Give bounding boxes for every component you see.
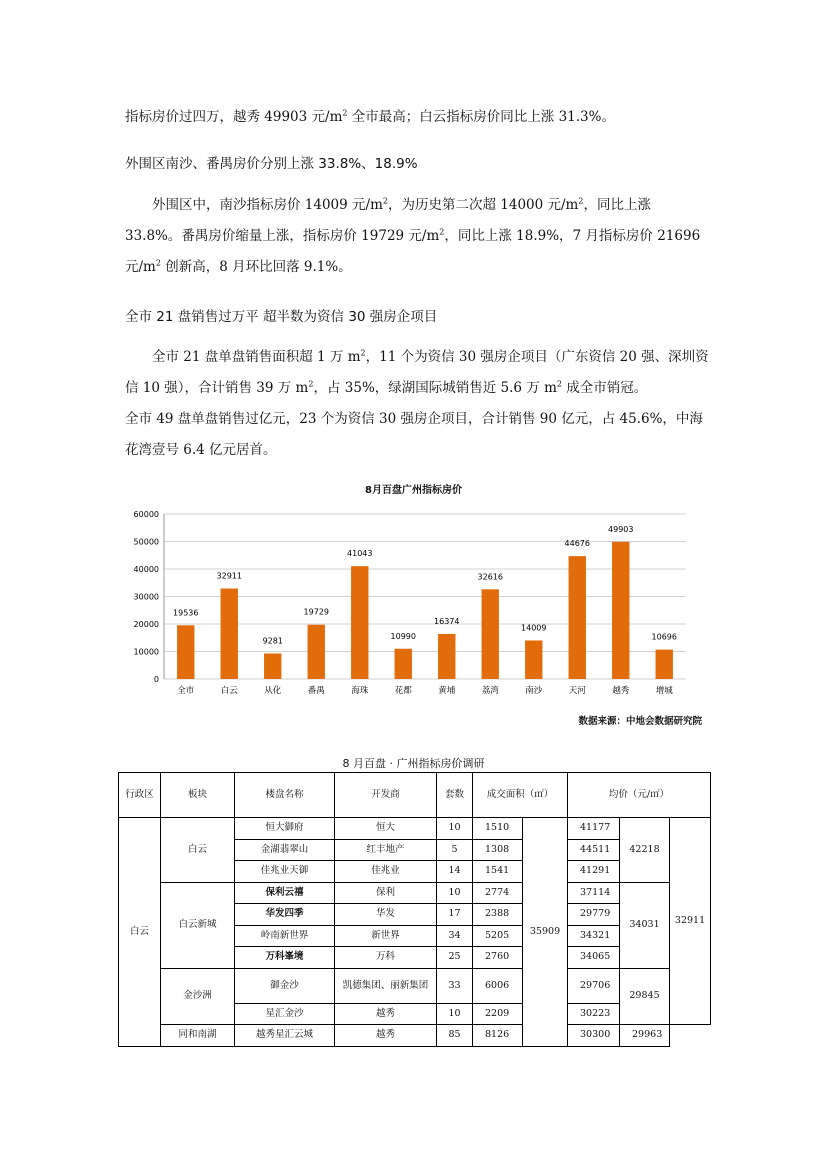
header-area: 成交面积（㎡） bbox=[473, 773, 568, 818]
area: 2760 bbox=[473, 947, 523, 969]
paragraph-4: 全市 49 盘单盘销售过亿元，23 个为资信 30 强房企项目，合计销售 90 亿元，占 45.6%，中海花湾壹号 6.4 亿元居首。 bbox=[125, 411, 703, 458]
block-cell: 同和南湖 bbox=[161, 1025, 235, 1047]
project-name: 星汇金沙 bbox=[235, 1003, 335, 1025]
table-row bbox=[119, 968, 711, 1003]
data-label: 41043 bbox=[347, 549, 373, 559]
units: 5 bbox=[437, 839, 473, 861]
district-cell: 白云 bbox=[119, 818, 161, 1047]
x-tick-label: 越秀 bbox=[612, 686, 630, 696]
data-label: 49903 bbox=[608, 524, 634, 534]
data-label: 10696 bbox=[651, 632, 677, 642]
data-label: 19729 bbox=[303, 607, 329, 617]
price: 37114 bbox=[568, 882, 620, 904]
price-table bbox=[118, 772, 711, 1047]
x-tick-label: 南沙 bbox=[525, 686, 543, 696]
developer: 万科 bbox=[335, 947, 437, 969]
data-label: 44676 bbox=[564, 539, 590, 549]
project-name: 万科峯境 bbox=[235, 947, 335, 969]
block-avg-price: 29845 bbox=[620, 968, 670, 1025]
y-tick-label: 50000 bbox=[133, 537, 159, 547]
paragraph-3: 全市 21 盘单盘销售面积超 1 万 $m^2$，11 个为资信 30 强房企项目（广东资信 20 强、深圳资信 10 强），合计销售 39 万 $m^2$，占 35%，绿湖国际城销售近 5.6 万 $m^2$ 成全市销冠。 bbox=[125, 348, 709, 396]
developer: 保利 bbox=[335, 882, 437, 904]
district-area-total: 35909 bbox=[523, 818, 568, 1047]
table-title: 8 月百盘 · 广州指标房价调研 bbox=[342, 757, 485, 770]
x-tick-label: 白云 bbox=[220, 686, 238, 696]
price: 34321 bbox=[568, 925, 620, 947]
bar bbox=[177, 625, 194, 679]
x-tick-label: 海珠 bbox=[351, 686, 369, 696]
header-project: 楼盘名称 bbox=[235, 773, 335, 818]
area: 6006 bbox=[473, 968, 523, 1003]
units: 25 bbox=[437, 947, 473, 969]
developer: 凯德集团、丽新集团 bbox=[335, 968, 437, 1003]
area: 2774 bbox=[473, 882, 523, 904]
data-label: 9281 bbox=[262, 636, 283, 646]
data-label: 16374 bbox=[434, 616, 460, 626]
header-district: 行政区 bbox=[119, 773, 161, 818]
price: 44511 bbox=[568, 839, 620, 861]
district-avg-price: 32911 bbox=[670, 818, 711, 1025]
units: 33 bbox=[437, 968, 473, 1003]
units: 10 bbox=[437, 1003, 473, 1025]
price: 41291 bbox=[568, 861, 620, 883]
bar bbox=[395, 649, 412, 679]
x-tick-label: 荔湾 bbox=[481, 686, 499, 696]
units: 14 bbox=[437, 861, 473, 883]
area: 2388 bbox=[473, 904, 523, 926]
table-header-row bbox=[119, 773, 711, 818]
x-tick-label: 从化 bbox=[264, 686, 282, 696]
units: 10 bbox=[437, 882, 473, 904]
block-avg-price: 42218 bbox=[620, 818, 670, 883]
units: 17 bbox=[437, 904, 473, 926]
x-tick-label: 天河 bbox=[568, 686, 586, 696]
chart-title: 8月百盘广州指标房价 bbox=[365, 485, 462, 496]
header-price: 均价（元/㎡） bbox=[568, 773, 711, 818]
area: 1541 bbox=[473, 861, 523, 883]
bar bbox=[482, 589, 499, 679]
header-developer: 开发商 bbox=[335, 773, 437, 818]
developer: 佳兆业 bbox=[335, 861, 437, 883]
chart-source: 数据来源：中地会数据研究院 bbox=[578, 716, 702, 727]
block-cell: 白云新城 bbox=[161, 882, 235, 968]
bar-chart bbox=[118, 498, 698, 703]
area: 1308 bbox=[473, 839, 523, 861]
project-name: 越秀星汇云城 bbox=[235, 1025, 335, 1047]
project-name: 金湖翡翠山 bbox=[235, 839, 335, 861]
y-tick-label: 10000 bbox=[133, 647, 159, 657]
block-cell: 白云 bbox=[161, 818, 235, 883]
area: 1510 bbox=[473, 818, 523, 840]
y-tick-label: 40000 bbox=[133, 565, 159, 574]
developer: 华发 bbox=[335, 904, 437, 926]
price: 29706 bbox=[568, 968, 620, 1003]
bar bbox=[612, 542, 629, 679]
area: 2209 bbox=[473, 1003, 523, 1025]
x-tick-label: 花都 bbox=[394, 686, 412, 696]
y-tick-label: 0 bbox=[153, 675, 159, 684]
area: 8126 bbox=[473, 1025, 523, 1047]
developer: 恒大 bbox=[335, 818, 437, 840]
block-avg-price: 29963 bbox=[620, 1025, 670, 1047]
x-tick-label: 黄埔 bbox=[438, 686, 456, 696]
header-units: 套数 bbox=[437, 773, 473, 818]
y-tick-label: 20000 bbox=[133, 620, 159, 629]
units: 34 bbox=[437, 925, 473, 947]
price: 41177 bbox=[568, 818, 620, 840]
y-tick-label: 30000 bbox=[133, 592, 159, 602]
bar bbox=[656, 650, 673, 679]
area: 5205 bbox=[473, 925, 523, 947]
data-label: 32911 bbox=[216, 571, 242, 581]
project-name: 保利云禧 bbox=[235, 882, 335, 904]
data-label: 19536 bbox=[173, 608, 199, 618]
price: 34065 bbox=[568, 947, 620, 969]
paragraph-1: 指标房价过四万，越秀 49903 元$/m^2$ 全市最高；白云指标房价同比上涨 31.3%。 bbox=[125, 108, 615, 125]
project-name: 佳兆业天御 bbox=[235, 861, 335, 883]
heading-nansha-panyu: 外围区南沙、番禺房价分别上涨 33.8%、18.9% bbox=[125, 156, 418, 172]
x-tick-label: 全市 bbox=[177, 686, 195, 696]
table-row bbox=[119, 818, 711, 840]
bar bbox=[438, 634, 455, 679]
units: 10 bbox=[437, 818, 473, 840]
bar bbox=[264, 653, 281, 679]
price: 30300 bbox=[568, 1025, 620, 1047]
data-label: 10990 bbox=[390, 631, 416, 641]
data-label: 14009 bbox=[521, 623, 547, 633]
data-label: 32616 bbox=[477, 572, 503, 582]
header-block: 板块 bbox=[161, 773, 235, 818]
bar bbox=[525, 640, 542, 679]
project-name: 华发四季 bbox=[235, 904, 335, 926]
heading-21-projects: 全市 21 盘销售过万平 超半数为资信 30 强房企项目 bbox=[125, 309, 438, 325]
bar bbox=[351, 566, 368, 679]
developer: 红丰地产 bbox=[335, 839, 437, 861]
table-row bbox=[119, 882, 711, 904]
units: 85 bbox=[437, 1025, 473, 1047]
x-tick-label: 增城 bbox=[655, 686, 673, 696]
block-cell: 金沙洲 bbox=[161, 968, 235, 1025]
y-tick-label: 60000 bbox=[133, 510, 159, 519]
developer: 越秀 bbox=[335, 1025, 437, 1047]
table-row bbox=[119, 1025, 711, 1047]
project-name: 御金沙 bbox=[235, 968, 335, 1003]
bar bbox=[308, 625, 325, 679]
bar bbox=[569, 556, 586, 679]
paragraph-2: 外围区中，南沙指标房价 14009 元$/m^2$，为历史第二次超 14000 元$/m^2$，同比上涨 33.8%。番禺房价缩量上涨，指标房价 19729 元$/m^2$，同比上涨 18.9%，7 月指标房价 21696 元$/m^2$ 创新高，8 月环比回落 9.1%。 bbox=[125, 196, 701, 275]
project-name: 恒大御府 bbox=[235, 818, 335, 840]
developer: 新世界 bbox=[335, 925, 437, 947]
developer: 越秀 bbox=[335, 1003, 437, 1025]
x-tick-label: 番禺 bbox=[307, 686, 325, 696]
price: 29779 bbox=[568, 904, 620, 926]
project-name: 岭南新世界 bbox=[235, 925, 335, 947]
block-avg-price: 34031 bbox=[620, 882, 670, 968]
bar bbox=[221, 588, 238, 679]
price: 30223 bbox=[568, 1003, 620, 1025]
